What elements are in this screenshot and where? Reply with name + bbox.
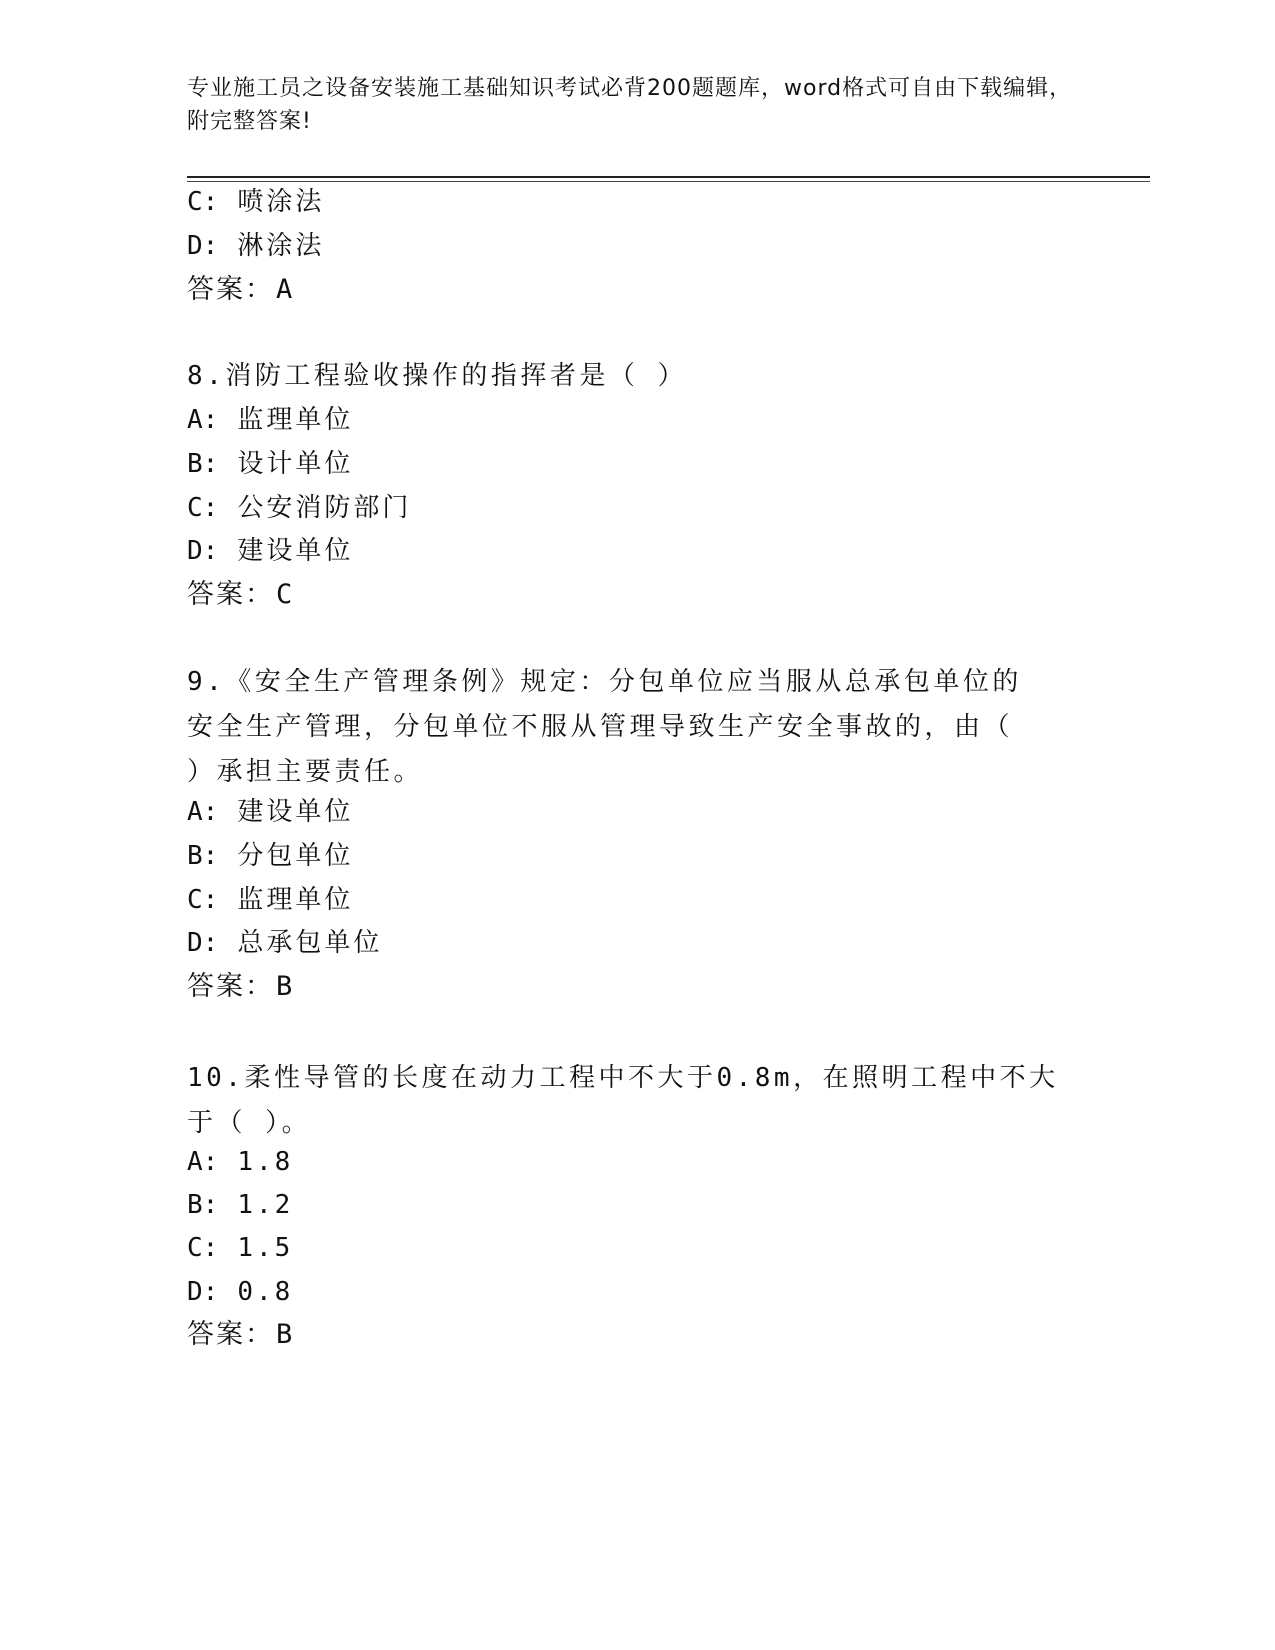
question-stem: 柔性导管的长度在动力工程中不大于0.8m，在照明工程中不大于（ ）。 — [187, 1063, 1059, 1138]
option-text: 建设单位 — [237, 536, 354, 566]
option-text: 1.5 — [237, 1233, 294, 1263]
option-line — [187, 1275, 293, 1309]
option-key: B — [187, 841, 203, 871]
header-divider-thin — [187, 181, 1150, 182]
option-separator: : — [202, 841, 222, 871]
option-line — [187, 534, 353, 568]
answer-label: 答案： — [187, 1319, 274, 1350]
question-number: 10. — [187, 1063, 245, 1093]
answer-value: C — [276, 579, 295, 610]
option-line — [187, 403, 353, 437]
option-separator: : — [202, 797, 222, 827]
option-key: D — [187, 231, 203, 261]
option-separator: : — [202, 1277, 222, 1307]
option-separator: : — [202, 231, 222, 261]
answer-label: 答案： — [187, 274, 274, 305]
answer-line — [187, 1318, 294, 1352]
option-separator: : — [202, 928, 222, 958]
option-key: D — [187, 928, 203, 958]
option-separator: : — [202, 493, 222, 523]
option-key: D — [187, 1277, 203, 1307]
option-line — [187, 839, 353, 873]
option-text: 分包单位 — [237, 841, 354, 871]
answer-value: B — [276, 1319, 295, 1350]
option-line — [187, 795, 353, 829]
answer-line — [187, 970, 294, 1004]
answer-value: A — [276, 274, 295, 305]
option-line — [187, 229, 324, 263]
option-separator: : — [202, 449, 222, 479]
option-separator: : — [202, 1233, 222, 1263]
option-separator: : — [202, 187, 222, 217]
option-key: A — [187, 1147, 203, 1177]
option-text: 1.2 — [237, 1190, 294, 1220]
option-line — [187, 447, 353, 481]
option-separator: : — [202, 405, 222, 435]
option-line — [187, 1231, 293, 1265]
option-key: B — [187, 1190, 203, 1220]
option-key: C — [187, 493, 203, 523]
answer-label: 答案： — [187, 579, 274, 610]
option-line — [187, 185, 324, 219]
option-line — [187, 883, 353, 917]
option-separator: : — [202, 536, 222, 566]
option-text: 监理单位 — [237, 405, 354, 435]
question-text — [187, 1056, 1067, 1146]
option-text: 设计单位 — [237, 449, 354, 479]
option-text: 公安消防部门 — [237, 493, 412, 523]
option-text: 喷涂法 — [237, 187, 325, 217]
page-header-title: 专业施工员之设备安装施工基础知识考试必背200题题库，word格式可自由下载编辑，附完整答案! — [187, 76, 1073, 134]
option-key: A — [187, 405, 203, 435]
option-text: 建设单位 — [237, 797, 354, 827]
answer-line — [187, 273, 294, 307]
option-key: C — [187, 885, 203, 915]
answer-label: 答案： — [187, 971, 274, 1002]
option-key: A — [187, 797, 203, 827]
header-divider — [187, 176, 1150, 178]
option-separator: : — [202, 1190, 222, 1220]
option-separator: : — [202, 1147, 222, 1177]
question-stem: 消防工程验收操作的指挥者是（ ） — [225, 361, 687, 391]
option-text: 1.8 — [237, 1147, 294, 1177]
option-line — [187, 1145, 293, 1179]
answer-value: B — [276, 971, 295, 1002]
option-key: C — [187, 1233, 203, 1263]
question-text — [187, 660, 1047, 795]
option-key: C — [187, 187, 203, 217]
option-text: 监理单位 — [237, 885, 354, 915]
option-text: 淋涂法 — [237, 231, 325, 261]
option-key: B — [187, 449, 203, 479]
option-key: D — [187, 536, 203, 566]
option-line — [187, 926, 382, 960]
option-text: 0.8 — [237, 1277, 294, 1307]
option-separator: : — [202, 885, 222, 915]
question-number: 8. — [187, 361, 226, 391]
answer-line — [187, 578, 294, 612]
option-line — [187, 491, 411, 525]
question-number: 9. — [187, 667, 226, 697]
option-text: 总承包单位 — [237, 928, 383, 958]
option-line — [187, 1188, 293, 1222]
question-text — [187, 359, 1087, 393]
question-stem: 《安全生产管理条例》规定：分包单位应当服从总承包单位的安全生产管理，分包单位不服从管理导致生产安全事故的，由（ ）承担主要责任。 — [187, 667, 1022, 787]
